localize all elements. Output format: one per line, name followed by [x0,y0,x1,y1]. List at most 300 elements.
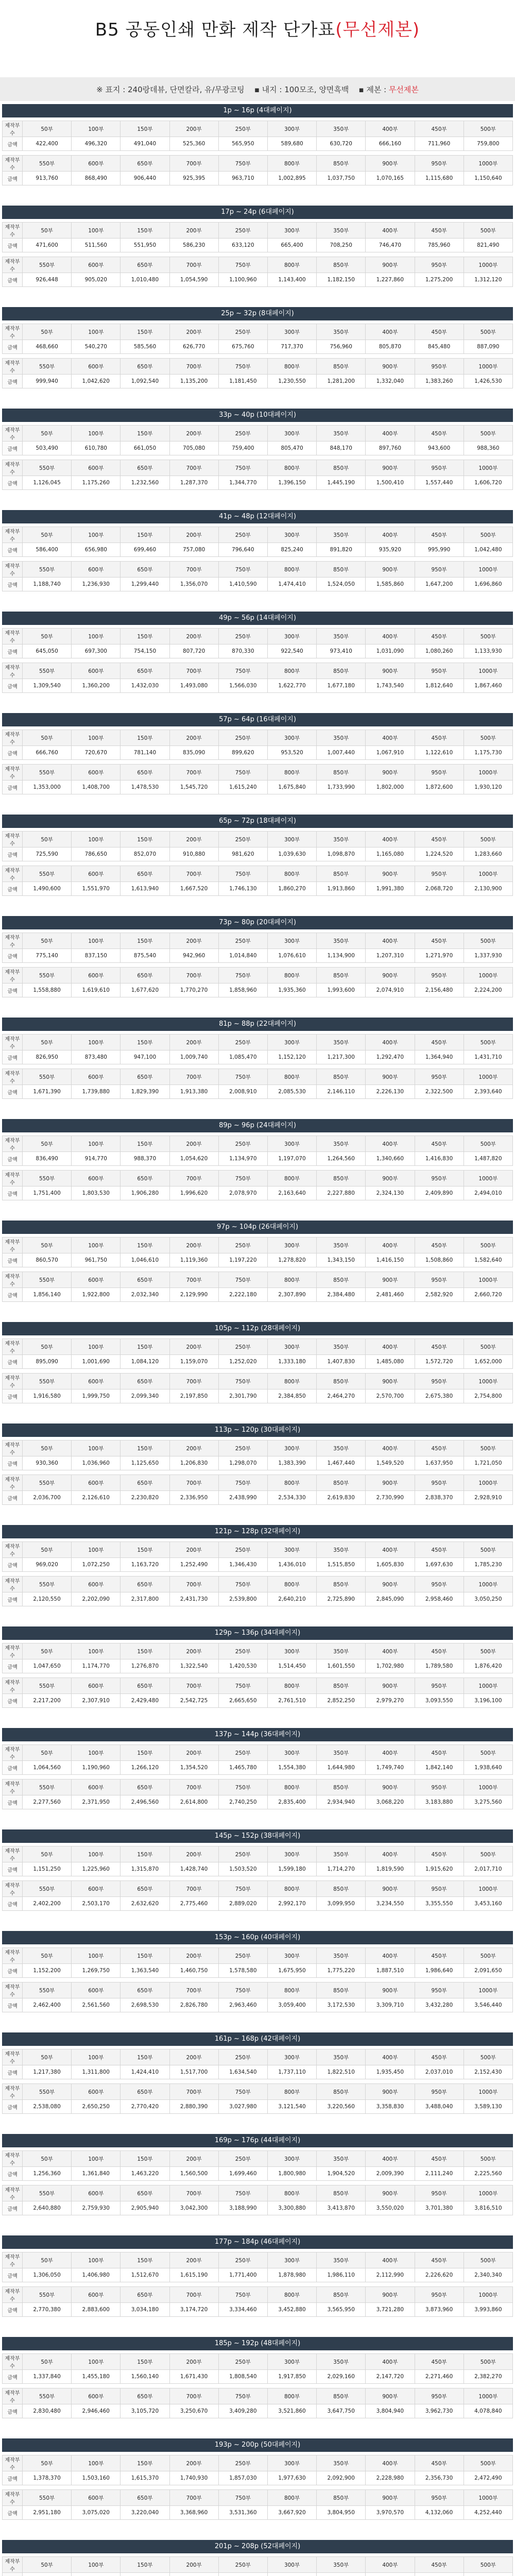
qty-cell: 500부 [464,2049,512,2065]
qty-row [3,2490,513,2506]
price-cell: 2,322,500 [415,1085,464,1099]
price-cell: 1,343,150 [317,1253,366,1267]
qty-cell: 950부 [415,2287,464,2303]
price-cell: 873,480 [72,1050,121,1064]
qty-cell: 600부 [72,1678,121,1694]
price-cell: 1,493,080 [169,679,218,693]
price-cell: 914,770 [72,1152,121,1166]
price-cell: 1,557,440 [415,476,464,490]
qty-cell: 50부 [23,629,72,645]
price-cell: 2,226,620 [415,2268,464,2282]
qty-cell: 850부 [317,1272,366,1288]
qty-cell: 600부 [72,1982,121,1998]
qty-cell: 800부 [267,1881,316,1897]
price-cell: 1,872,600 [415,781,464,794]
price-cell: 1,007,440 [317,746,366,760]
price-cell: 503,490 [23,442,72,455]
price-cell: 3,488,040 [415,2100,464,2114]
qty-cell: 500부 [464,832,512,848]
qty-cell: 350부 [317,1643,366,1659]
price-cell [72,2573,121,2576]
price-cell: 1,217,380 [23,2065,72,2079]
qty-cell: 950부 [415,460,464,476]
price-cell: 2,883,600 [72,2303,121,2317]
price-cell: 906,440 [121,172,169,185]
price-cell: 2,464,270 [317,1389,366,1403]
price-cell: 2,481,460 [366,1288,415,1302]
qty-cell: 100부 [72,1339,121,1355]
price-cell: 3,174,720 [169,2303,218,2317]
page-header [0,0,515,77]
qty-cell: 850부 [317,562,366,578]
qty-cell: 250부 [218,933,267,949]
qty-cell: 400부 [366,1339,415,1355]
price-cell: 3,647,750 [317,2404,366,2418]
price-cell: 711,960 [415,137,464,151]
qty-cell: 300부 [267,2151,316,2167]
price-cell: 1,800,980 [267,2167,316,2181]
qty-cell: 200부 [169,1846,218,1862]
price-cell: 2,640,880 [23,2201,72,2215]
price-cell: 666,760 [23,746,72,760]
qty-cell: 300부 [267,1948,316,1964]
qty-cell: 500부 [464,2455,512,2471]
price-cell: 1,606,720 [464,476,512,490]
qty-cell: 750부 [218,1374,267,1389]
qty-cell: 450부 [415,629,464,645]
qty-cell: 350부 [317,1440,366,1456]
price-cell: 1,503,160 [72,2471,121,2485]
qty-cell: 700부 [169,663,218,679]
qty-row [3,1171,513,1187]
qty-cell: 750부 [218,562,267,578]
price-cell: 1,986,640 [415,1964,464,1978]
qty-cell: 400부 [366,832,415,848]
qty-cell: 950부 [415,663,464,679]
qty-cell: 450부 [415,1339,464,1355]
section-page-range-header: 81p ~ 88p (22대페이지) [2,1018,513,1031]
price-cell: 1,426,530 [464,375,512,388]
price-cell: 422,400 [23,137,72,151]
price-cell: 1,677,180 [317,679,366,693]
qty-cell: 100부 [72,2557,121,2573]
price-cell: 665,400 [267,239,316,252]
qty-cell: 900부 [366,1982,415,1998]
qty-cell: 150부 [121,1136,169,1152]
qty-cell: 350부 [317,1136,366,1152]
price-cell: 2,614,800 [169,1795,218,1809]
price-cell: 754,150 [121,645,169,658]
qty-row [3,2287,513,2303]
price-cell: 1,276,870 [121,1659,169,1673]
qty-cell: 100부 [72,1745,121,1761]
qty-row [3,257,513,273]
price-cell: 2,009,390 [366,2167,415,2181]
price-cell: 999,940 [23,375,72,388]
qty-cell: 650부 [121,2185,169,2201]
price-cell: 586,400 [23,543,72,557]
qty-cell: 50부 [23,730,72,746]
qty-cell: 750부 [218,2287,267,2303]
qty-cell: 700부 [169,1069,218,1085]
price-row [3,172,513,185]
price-cell: 973,410 [317,645,366,658]
price-cell: 2,384,480 [317,1288,366,1302]
price-cell: 1,560,140 [121,2370,169,2384]
qty-cell: 850부 [317,2287,366,2303]
section-page-range-header: 41p ~ 48p (12대페이지) [2,510,513,523]
price-cell: 1,076,610 [267,949,316,963]
price-cell: 1,802,000 [366,781,415,794]
qty-cell: 150부 [121,121,169,137]
price-cell: 2,835,400 [267,1795,316,1809]
price-cell: 1,808,540 [218,2370,267,2384]
price-label: 금액 [3,1998,23,2012]
qty-cell: 900부 [366,2490,415,2506]
qty-cell: 850부 [317,460,366,476]
price-row [3,949,513,963]
price-section [0,1322,515,1423]
qty-cell: 500부 [464,527,512,543]
qty-cell: 600부 [72,1272,121,1288]
price-cell: 1,206,830 [169,1456,218,1470]
price-cell: 1,460,750 [169,1964,218,1978]
qty-label: 제작부수 [3,1577,23,1592]
price-section [0,713,515,815]
qty-label: 제작부수 [3,2049,23,2065]
price-label: 금액 [3,239,23,252]
qty-cell: 750부 [218,257,267,273]
price-cell: 1,637,950 [415,1456,464,1470]
qty-cell: 1000부 [464,562,512,578]
qty-cell: 150부 [121,933,169,949]
qty-cell: 650부 [121,2490,169,2506]
price-cell: 1,070,165 [366,172,415,185]
price-cell: 3,452,880 [267,2303,316,2317]
price-cell: 2,129,990 [169,1288,218,1302]
qty-cell: 300부 [267,933,316,949]
price-cell: 1,256,360 [23,2167,72,2181]
price-cell: 1,490,600 [23,882,72,896]
price-table [2,831,513,896]
price-cell: 1,619,610 [72,984,121,997]
price-cell: 1,333,180 [267,1355,316,1369]
qty-cell: 150부 [121,527,169,543]
price-cell: 551,950 [121,239,169,252]
qty-row [3,1238,513,1253]
price-section [0,1626,515,1728]
price-table [2,2049,513,2114]
qty-cell: 900부 [366,968,415,984]
qty-cell: 350부 [317,933,366,949]
price-label: 금액 [3,578,23,591]
qty-cell: 800부 [267,1171,316,1187]
price-cell: 2,979,270 [366,1694,415,1708]
section-page-range-header: 113p ~ 120p (30대페이지) [2,1423,513,1437]
price-cell: 2,698,530 [121,1998,169,2012]
qty-row [3,1948,513,1964]
price-table [2,1237,513,1302]
spacer-cell [3,2384,513,2388]
price-cell: 943,600 [415,442,464,455]
price-cell: 1,322,540 [169,1659,218,1673]
price-cell: 2,462,400 [23,1998,72,2012]
qty-cell: 650부 [121,156,169,172]
price-cell: 645,050 [23,645,72,658]
qty-cell: 550부 [23,1171,72,1187]
price-cell: 1,615,190 [169,2268,218,2282]
price-cell: 1,299,440 [121,578,169,591]
spacer-cell [3,1166,513,1171]
qty-cell: 450부 [415,730,464,746]
qty-cell: 350부 [317,832,366,848]
qty-cell: 850부 [317,765,366,781]
price-cell: 1,230,550 [267,375,316,388]
qty-cell: 50부 [23,121,72,137]
qty-cell: 50부 [23,2455,72,2471]
price-cell: 2,409,890 [415,1187,464,1200]
qty-cell: 1000부 [464,765,512,781]
price-cell: 963,710 [218,172,267,185]
price-cell: 1,046,610 [121,1253,169,1267]
qty-cell: 700부 [169,1982,218,1998]
price-cell: 2,384,850 [267,1389,316,1403]
qty-cell: 250부 [218,2151,267,2167]
qty-cell: 750부 [218,1272,267,1288]
qty-cell: 950부 [415,968,464,984]
qty-cell: 850부 [317,1475,366,1491]
qty-cell: 1000부 [464,1374,512,1389]
qty-cell: 700부 [169,1678,218,1694]
qty-cell: 300부 [267,527,316,543]
section-page-range-header: 153p ~ 160p (40대페이지) [2,1931,513,1944]
qty-cell: 650부 [121,1374,169,1389]
qty-cell: 150부 [121,324,169,340]
price-cell: 3,804,940 [366,2404,415,2418]
qty-label: 제작부수 [3,2084,23,2100]
qty-cell: 600부 [72,1475,121,1491]
qty-cell: 300부 [267,730,316,746]
qty-cell: 350부 [317,1948,366,1964]
section-page-range-header: 17p ~ 24p (6대페이지) [2,206,513,219]
price-cell: 1,517,700 [169,2065,218,2079]
price-cell: 2,542,725 [169,1694,218,1708]
qty-cell: 550부 [23,1475,72,1491]
price-cell: 725,590 [23,848,72,861]
qty-cell: 100부 [72,121,121,137]
qty-cell: 750부 [218,2185,267,2201]
qty-cell: 350부 [317,121,366,137]
price-cell: 988,370 [121,1152,169,1166]
qty-cell: 400부 [366,933,415,949]
price-cell: 1,407,830 [317,1355,366,1369]
price-cell: 589,680 [267,137,316,151]
qty-cell: 700부 [169,2287,218,2303]
price-cell: 2,640,210 [267,1592,316,1606]
qty-cell: 650부 [121,460,169,476]
qty-cell: 550부 [23,1069,72,1085]
qty-cell: 650부 [121,1069,169,1085]
qty-cell: 400부 [366,1948,415,1964]
price-row [3,2268,513,2282]
price-cell: 1,428,740 [169,1862,218,1876]
price-label [3,2573,23,2576]
price-cell: 675,760 [218,340,267,354]
price-cell: 1,416,830 [415,1152,464,1166]
price-cell: 1,582,640 [464,1253,512,1267]
qty-cell: 250부 [218,2455,267,2471]
price-cell: 699,460 [121,543,169,557]
price-cell: 2,830,480 [23,2404,72,2418]
price-table [2,1541,513,1606]
price-cell: 1,047,650 [23,1659,72,1673]
qty-cell: 750부 [218,1678,267,1694]
qty-label: 제작부수 [3,2455,23,2471]
qty-cell: 550부 [23,460,72,476]
price-label: 금액 [3,137,23,151]
qty-label: 제작부수 [3,2490,23,2506]
qty-label: 제작부수 [3,1982,23,1998]
spacer-cell [3,861,513,866]
qty-cell: 200부 [169,730,218,746]
price-cell: 2,761,510 [267,1694,316,1708]
qty-cell: 50부 [23,2151,72,2167]
price-cell: 3,521,860 [267,2404,316,2418]
qty-cell: 100부 [72,324,121,340]
qty-label: 제작부수 [3,663,23,679]
price-label: 금액 [3,1085,23,1099]
title-binding-type: (무선제본) [335,20,420,40]
price-table [2,425,513,490]
price-cell: 1,999,750 [72,1389,121,1403]
qty-cell: 900부 [366,2084,415,2100]
qty-cell: 350부 [317,223,366,239]
qty-cell: 850부 [317,1780,366,1795]
section-page-range-header: 121p ~ 128p (32대페이지) [2,1525,513,1538]
price-cell: 1,749,740 [366,1761,415,1775]
price-cell: 1,126,045 [23,476,72,490]
spec-info-bar [0,77,515,101]
qty-cell: 200부 [169,1136,218,1152]
qty-cell: 950부 [415,2490,464,2506]
price-cell: 1,432,030 [121,679,169,693]
price-cell: 2,958,460 [415,1592,464,1606]
qty-cell: 500부 [464,1846,512,1862]
qty-cell: 50부 [23,1339,72,1355]
price-cell: 1,503,520 [218,1862,267,1876]
qty-cell: 900부 [366,1678,415,1694]
price-cell: 1,315,870 [121,1862,169,1876]
qty-cell: 300부 [267,1643,316,1659]
price-cell: 3,816,510 [464,2201,512,2215]
price-row [3,1897,513,1911]
price-cell: 3,721,280 [366,2303,415,2317]
price-section [0,1728,515,1829]
qty-cell: 850부 [317,1678,366,1694]
price-cell: 2,438,990 [218,1491,267,1505]
qty-cell: 500부 [464,1643,512,1659]
price-cell: 2,880,390 [169,2100,218,2114]
section-page-range-header: 1p ~ 16p (4대페이지) [2,104,513,117]
qty-cell: 300부 [267,1846,316,1862]
price-cell: 1,917,850 [267,2370,316,2384]
price-cell: 1,354,520 [169,1761,218,1775]
price-cell: 1,361,840 [72,2167,121,2181]
qty-cell: 50부 [23,832,72,848]
qty-cell: 700부 [169,1374,218,1389]
price-cell: 805,470 [267,442,316,455]
price-cell: 1,739,880 [72,1085,121,1099]
price-cell: 1,746,130 [218,882,267,896]
qty-cell: 550부 [23,2490,72,2506]
qty-cell: 250부 [218,1136,267,1152]
qty-cell: 350부 [317,730,366,746]
price-cell: 1,042,480 [464,543,512,557]
qty-cell: 100부 [72,1542,121,1558]
price-cell: 868,490 [72,172,121,185]
qty-cell: 1000부 [464,866,512,882]
qty-cell: 900부 [366,359,415,375]
price-label: 금액 [3,848,23,861]
qty-cell: 900부 [366,866,415,882]
qty-cell: 350부 [317,2151,366,2167]
qty-cell: 500부 [464,1440,512,1456]
price-cell: 1,014,840 [218,949,267,963]
qty-cell: 950부 [415,1475,464,1491]
price-cell: 1,356,070 [169,578,218,591]
price-cell: 3,334,460 [218,2303,267,2317]
price-cell: 2,431,730 [169,1592,218,1606]
price-cell: 2,393,640 [464,1085,512,1099]
qty-cell: 150부 [121,223,169,239]
price-cell: 1,175,260 [72,476,121,490]
qty-cell: 450부 [415,324,464,340]
price-cell: 1,647,200 [415,578,464,591]
qty-cell: 450부 [415,1846,464,1862]
price-cell: 1,337,840 [23,2370,72,2384]
price-table [2,2455,513,2520]
qty-cell: 650부 [121,663,169,679]
price-cell: 565,950 [218,137,267,151]
qty-row [3,1881,513,1897]
qty-label: 제작부수 [3,359,23,375]
qty-cell: 1000부 [464,2490,512,2506]
price-cell: 1,913,860 [317,882,366,896]
qty-cell: 150부 [121,1643,169,1659]
qty-cell: 700부 [169,1780,218,1795]
price-cell: 1,455,180 [72,2370,121,2384]
price-table [2,1643,513,1708]
qty-cell: 450부 [415,1238,464,1253]
price-label: 금액 [3,2167,23,2181]
price-cell: 1,431,710 [464,1050,512,1064]
qty-label: 제작부수 [3,257,23,273]
qty-cell: 600부 [72,156,121,172]
qty-cell: 100부 [72,2049,121,2065]
price-cell: 3,068,220 [366,1795,415,1809]
price-cell: 1,474,410 [267,578,316,591]
qty-row [3,866,513,882]
price-section [0,409,515,510]
qty-cell: 100부 [72,1035,121,1050]
price-cell: 3,196,100 [464,1694,512,1708]
price-cell: 3,234,550 [366,1897,415,1911]
qty-row [3,562,513,578]
price-table [2,1440,513,1505]
price-cell: 935,920 [366,543,415,557]
price-cell: 3,172,530 [317,1998,366,2012]
qty-cell: 900부 [366,2388,415,2404]
